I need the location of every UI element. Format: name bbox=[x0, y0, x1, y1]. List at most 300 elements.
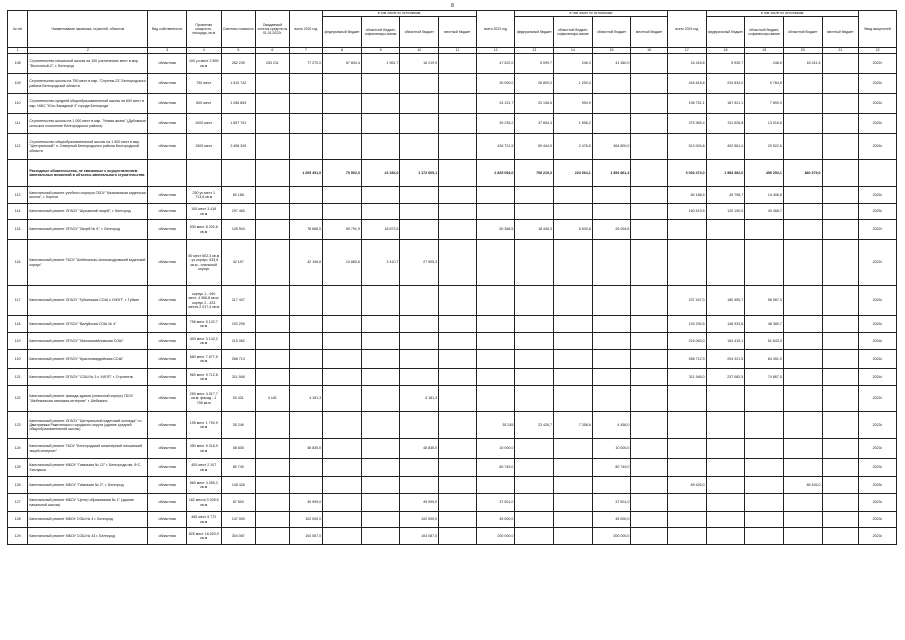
estimated-cost: 53 431 bbox=[221, 386, 256, 412]
regional-2022 bbox=[400, 114, 439, 134]
header-cost: Сметная стоимость bbox=[221, 11, 256, 48]
column-number: 12 bbox=[476, 48, 515, 54]
total-2024 bbox=[668, 439, 707, 459]
row-number: 128 bbox=[8, 512, 28, 528]
federal-2023: 59 444,5 bbox=[515, 134, 554, 160]
federal-2022 bbox=[323, 114, 362, 134]
total-2024: 160 519,5 bbox=[668, 204, 707, 220]
commissioning-year: 2024г. bbox=[859, 350, 897, 369]
object-name: Капитальный ремонт ГБОУ "Белгородский инженерный юношеский лицей-интернат" bbox=[28, 439, 148, 459]
remaining-balance bbox=[256, 114, 290, 134]
commissioning-year: 2024г. bbox=[859, 187, 897, 204]
cofinancing-2024: 51 643,9 bbox=[745, 333, 784, 350]
commissioning-year: 2023г. bbox=[859, 459, 897, 477]
local-2023 bbox=[631, 220, 668, 240]
local-2022 bbox=[439, 512, 477, 528]
local-2023 bbox=[631, 439, 668, 459]
estimated-cost: 304 087 bbox=[221, 528, 256, 545]
total-2023: 50 368,5 bbox=[476, 220, 515, 240]
section-total-2024: 3 033 473,0 bbox=[668, 160, 707, 187]
cofinancing-2024: 56 987,3 bbox=[745, 286, 784, 316]
federal-2024: 180 459,7 bbox=[706, 286, 745, 316]
federal-2024: 492 561,4 bbox=[706, 134, 745, 160]
total-2023 bbox=[476, 204, 515, 220]
row-number: 123 bbox=[8, 412, 28, 439]
commissioning-year: 2022г. bbox=[859, 386, 897, 412]
cofinancing-2023 bbox=[554, 494, 593, 512]
capacity: 50 мест 802,3 кв.м - уч.корпус; 633,8 кв.м - спальный корпус bbox=[186, 240, 221, 286]
federal-2024 bbox=[706, 386, 745, 412]
regional-2023: 37 501,0 bbox=[592, 494, 631, 512]
table-row bbox=[8, 316, 897, 333]
column-number: 20 bbox=[783, 48, 822, 54]
commissioning-year: 2024г. bbox=[859, 286, 897, 316]
commissioning-year: 2025г. bbox=[859, 204, 897, 220]
cofinancing-2024: 40 468,7 bbox=[745, 204, 784, 220]
estimated-cost: 1 657 791 bbox=[221, 114, 256, 134]
total-2024 bbox=[668, 512, 707, 528]
local-2022 bbox=[439, 240, 477, 286]
regional-2024 bbox=[783, 220, 822, 240]
cofinancing-2024: 46 380,7 bbox=[745, 316, 784, 333]
federal-2023 bbox=[515, 528, 554, 545]
cofinancing-2023 bbox=[554, 240, 593, 286]
federal-2023 bbox=[515, 439, 554, 459]
section-cofin-2022: 22 284,0 bbox=[361, 160, 400, 187]
local-2022 bbox=[439, 134, 477, 160]
total-2024: 268 712,9 bbox=[668, 350, 707, 369]
total-2022: 4 181,3 bbox=[289, 386, 323, 412]
cofinancing-2024 bbox=[745, 477, 784, 494]
header-obl-2022: областной бюджет bbox=[400, 17, 439, 48]
table-row bbox=[8, 512, 897, 528]
cofinancing-2023: 7 358,6 bbox=[554, 412, 593, 439]
regional-2023: 200 000,0 bbox=[592, 528, 631, 545]
estimated-cost: 60 188 bbox=[221, 187, 256, 204]
regional-2022 bbox=[400, 316, 439, 333]
total-2023 bbox=[476, 386, 515, 412]
regional-2023: 41 360,0 bbox=[592, 54, 631, 74]
local-2024 bbox=[822, 477, 859, 494]
local-2023 bbox=[631, 512, 668, 528]
total-2023: 37 501,0 bbox=[476, 494, 515, 512]
regional-2023 bbox=[592, 240, 631, 286]
federal-2024: 5 930,7 bbox=[706, 54, 745, 74]
local-2023 bbox=[631, 333, 668, 350]
total-2022 bbox=[289, 316, 323, 333]
header-fed-2022: федеральный бюджет bbox=[323, 17, 362, 48]
total-2022 bbox=[289, 187, 323, 204]
total-2024: 198 751,1 bbox=[668, 94, 707, 114]
total-2022: 78 666,0 bbox=[289, 220, 323, 240]
federal-2022 bbox=[323, 74, 362, 94]
table-row bbox=[8, 439, 897, 459]
row-number: 116 bbox=[8, 240, 28, 286]
remaining-balance bbox=[256, 240, 290, 286]
regional-2023: 10 000,0 bbox=[592, 439, 631, 459]
regional-2023 bbox=[592, 369, 631, 386]
remaining-balance bbox=[256, 94, 290, 114]
table-row bbox=[8, 286, 897, 316]
regional-2024: 18 241,5 bbox=[783, 54, 822, 74]
federal-2023 bbox=[515, 477, 554, 494]
estimated-cost: 215 062 bbox=[221, 333, 256, 350]
row-number: 119 bbox=[8, 333, 28, 350]
total-2022: 77 270,0 bbox=[289, 54, 323, 74]
total-2022 bbox=[289, 369, 323, 386]
header-cofin-2024: областной бюджет, софинансиро-вание bbox=[745, 17, 784, 48]
federal-2022 bbox=[323, 316, 362, 333]
commissioning-year: 2022г. bbox=[859, 240, 897, 286]
local-2024 bbox=[822, 386, 859, 412]
header-power: Ввод мощностей bbox=[859, 11, 897, 48]
total-2023 bbox=[476, 350, 515, 369]
local-2023 bbox=[631, 94, 668, 114]
ownership-type: областная bbox=[148, 220, 187, 240]
cofinancing-2024: 20 522,6 bbox=[745, 134, 784, 160]
total-2022 bbox=[289, 286, 323, 316]
total-2024 bbox=[668, 528, 707, 545]
local-2024 bbox=[822, 187, 859, 204]
rows-group-b bbox=[8, 187, 897, 545]
capacity: 100 мест 3 416 кв.м bbox=[186, 204, 221, 220]
local-2022 bbox=[439, 114, 477, 134]
cofinancing-2023 bbox=[554, 512, 593, 528]
federal-2024: 163 419,1 bbox=[706, 333, 745, 350]
column-number: 22 bbox=[859, 48, 897, 54]
regional-2022 bbox=[400, 286, 439, 316]
cofinancing-2023 bbox=[554, 333, 593, 350]
table-row bbox=[8, 412, 897, 439]
capacity: 1000 мест bbox=[186, 114, 221, 134]
section-total-2022: 1 265 451,0 bbox=[289, 160, 323, 187]
regional-2022: 102 000,0 bbox=[400, 512, 439, 528]
table-row bbox=[8, 74, 897, 94]
regional-2022 bbox=[400, 134, 439, 160]
row-number: 109 bbox=[8, 74, 28, 94]
cofinancing-2022 bbox=[361, 459, 400, 477]
remaining-balance bbox=[256, 439, 290, 459]
object-name: Капитальный ремонт ОГБОУ "СОШ № 3 с УИОП" г. Строитель bbox=[28, 369, 148, 386]
header-local-2022: местный бюджет bbox=[439, 17, 477, 48]
local-2023 bbox=[631, 369, 668, 386]
total-2023 bbox=[476, 369, 515, 386]
total-2024: 215 063,0 bbox=[668, 333, 707, 350]
cofinancing-2023 bbox=[554, 316, 593, 333]
row-number: 126 bbox=[8, 477, 28, 494]
ownership-type: областная bbox=[148, 134, 187, 160]
federal-2022: 57 804,4 bbox=[323, 54, 362, 74]
column-number: 4 bbox=[186, 48, 221, 54]
row-number: 125 bbox=[8, 459, 28, 477]
section-local-2024 bbox=[822, 160, 859, 187]
capacity: 756 мест 5 102,7 кв.м bbox=[186, 316, 221, 333]
local-2023 bbox=[631, 316, 668, 333]
federal-2023: 28 800,0 bbox=[515, 74, 554, 94]
cofinancing-2023: 246,3 bbox=[554, 54, 593, 74]
column-number: 5 bbox=[221, 48, 256, 54]
federal-2024 bbox=[706, 220, 745, 240]
section-obl-2023: 1 892 861,4 bbox=[592, 160, 631, 187]
object-name: Капитальный ремонт ОГБОУ "Лицей № 9", г. Белгород bbox=[28, 220, 148, 240]
commissioning-year: 2024г. bbox=[859, 369, 897, 386]
federal-2024 bbox=[706, 512, 745, 528]
column-number: 14 bbox=[554, 48, 593, 54]
federal-2023: 5 099,7 bbox=[515, 54, 554, 74]
federal-2023 bbox=[515, 187, 554, 204]
remaining-balance: 253 211 bbox=[256, 54, 290, 74]
regional-2022 bbox=[400, 74, 439, 94]
commissioning-year: 2023г. bbox=[859, 512, 897, 528]
object-name: Строительство школы на 1 000 мест в мкр. "Новая жизнь" (Дубовское сельское поселение Белгородского района) bbox=[28, 114, 148, 134]
header-fed-2024: федеральный бюджет bbox=[706, 17, 745, 48]
federal-2023: 23 136,8 bbox=[515, 94, 554, 114]
remaining-balance bbox=[256, 477, 290, 494]
row-number: 115 bbox=[8, 220, 28, 240]
column-number: 21 bbox=[822, 48, 859, 54]
header-local-2023: местный бюджет bbox=[631, 17, 668, 48]
cofinancing-2022 bbox=[361, 386, 400, 412]
section-fed-2024: 1 583 382,0 bbox=[706, 160, 745, 187]
local-2023 bbox=[631, 494, 668, 512]
cofinancing-2023 bbox=[554, 286, 593, 316]
federal-2022 bbox=[323, 439, 362, 459]
estimated-cost: 193 295 bbox=[221, 316, 256, 333]
federal-2022 bbox=[323, 528, 362, 545]
cofinancing-2022 bbox=[361, 512, 400, 528]
regional-2024 bbox=[783, 94, 822, 114]
cofinancing-2022: 1 561,7 bbox=[361, 54, 400, 74]
local-2023 bbox=[631, 286, 668, 316]
row-number: 118 bbox=[8, 316, 28, 333]
total-2023: 35 245 bbox=[476, 412, 515, 439]
federal-2022 bbox=[323, 286, 362, 316]
ownership-type: областная bbox=[148, 187, 187, 204]
section-cofin-2024: 496 253,1 bbox=[745, 160, 784, 187]
capacity: 250 уч.мест 1 713,5 кв.м bbox=[186, 187, 221, 204]
local-2022 bbox=[439, 94, 477, 114]
total-2022 bbox=[289, 350, 323, 369]
regional-2024 bbox=[783, 240, 822, 286]
column-number: 15 bbox=[592, 48, 631, 54]
cofinancing-2024 bbox=[745, 494, 784, 512]
local-2022 bbox=[439, 187, 477, 204]
total-2024 bbox=[668, 240, 707, 286]
federal-2023 bbox=[515, 316, 554, 333]
federal-2022 bbox=[323, 369, 362, 386]
federal-2023: 37 654,3 bbox=[515, 114, 554, 134]
federal-2024 bbox=[706, 439, 745, 459]
cofinancing-2024: 74 867,5 bbox=[745, 369, 784, 386]
estimated-cost: 217 447 bbox=[221, 286, 256, 316]
regional-2023 bbox=[592, 350, 631, 369]
capacity: 400 мест 2 107 кв.м bbox=[186, 459, 221, 477]
federal-2022: 59 791,9 bbox=[323, 220, 362, 240]
ownership-type: областная bbox=[148, 114, 187, 134]
section-fed-2022: 70 502,3 bbox=[323, 160, 362, 187]
cofinancing-2022 bbox=[361, 286, 400, 316]
remaining-balance bbox=[256, 528, 290, 545]
object-name: Капитальный ремонт учебного корпуса ГБОУ "Казачанская кадетская школа", г. Корочa bbox=[28, 187, 148, 204]
header-total-2022: всего 2022 год bbox=[289, 11, 323, 48]
federal-2024 bbox=[706, 494, 745, 512]
cofinancing-2022: 3 410,7 bbox=[361, 240, 400, 286]
federal-2024 bbox=[706, 528, 745, 545]
column-number: 17 bbox=[668, 48, 707, 54]
regional-2023: 80 749,0 bbox=[592, 459, 631, 477]
regional-2023 bbox=[592, 94, 631, 114]
federal-2022 bbox=[323, 134, 362, 160]
local-2022 bbox=[439, 528, 477, 545]
total-2023: 10 000,0 bbox=[476, 439, 515, 459]
remaining-balance bbox=[256, 220, 290, 240]
local-2023 bbox=[631, 204, 668, 220]
local-2024 bbox=[822, 240, 859, 286]
table-row bbox=[8, 350, 897, 369]
regional-2024: 89 426,0 bbox=[783, 477, 822, 494]
regional-2022: 48 835,0 bbox=[400, 439, 439, 459]
ownership-type: областная bbox=[148, 94, 187, 114]
header-remaining: Ожидаемый остаток средств на 01.01.2022г. bbox=[256, 11, 290, 48]
capacity: 250 мест 4 317,7 кв.м; фасад - 1 706 кв.м bbox=[186, 386, 221, 412]
column-number: 9 bbox=[361, 48, 400, 54]
header-group-2023: в том числе по источникам: bbox=[515, 11, 668, 17]
remaining-balance bbox=[256, 74, 290, 94]
regional-2024 bbox=[783, 528, 822, 545]
local-2022 bbox=[439, 286, 477, 316]
capacity: 195 мест 1 792,9 кв.м bbox=[186, 412, 221, 439]
total-2022 bbox=[289, 459, 323, 477]
local-2022 bbox=[439, 333, 477, 350]
local-2024 bbox=[822, 439, 859, 459]
remaining-balance bbox=[256, 333, 290, 350]
local-2022 bbox=[439, 204, 477, 220]
cofinancing-2022 bbox=[361, 528, 400, 545]
federal-2023 bbox=[515, 286, 554, 316]
federal-2024: 146 933,8 bbox=[706, 316, 745, 333]
cofinancing-2023 bbox=[554, 204, 593, 220]
federal-2024: 311 526,8 bbox=[706, 114, 745, 134]
ownership-type: областная bbox=[148, 528, 187, 545]
regional-2022 bbox=[400, 350, 439, 369]
total-2023: 80 749,0 bbox=[476, 459, 515, 477]
federal-2023 bbox=[515, 459, 554, 477]
total-2022: 102 000,0 bbox=[289, 512, 323, 528]
row-number: 112 bbox=[8, 134, 28, 160]
remaining-balance bbox=[256, 369, 290, 386]
cofinancing-2023 bbox=[554, 369, 593, 386]
table-row bbox=[8, 333, 897, 350]
local-2024 bbox=[822, 369, 859, 386]
local-2022 bbox=[439, 74, 477, 94]
commissioning-year: 2025г. bbox=[859, 477, 897, 494]
row-number: 121 bbox=[8, 369, 28, 386]
estimated-cost: 42 197 bbox=[221, 240, 256, 286]
cofinancing-2024 bbox=[745, 240, 784, 286]
ownership-type: областная bbox=[148, 333, 187, 350]
total-2023: 200 000,0 bbox=[476, 528, 515, 545]
local-2022 bbox=[439, 439, 477, 459]
total-2023: 24 131,7 bbox=[476, 94, 515, 114]
regional-2024 bbox=[783, 134, 822, 160]
ownership-type: областная bbox=[148, 74, 187, 94]
local-2024 bbox=[822, 333, 859, 350]
local-2024 bbox=[822, 114, 859, 134]
cofinancing-2023: 5 830,6 bbox=[554, 220, 593, 240]
cofinancing-2022 bbox=[361, 74, 400, 94]
section-local-2023 bbox=[631, 160, 668, 187]
federal-2023 bbox=[515, 512, 554, 528]
capacity: 750 мест bbox=[186, 74, 221, 94]
table-row bbox=[8, 240, 897, 286]
total-2022 bbox=[289, 477, 323, 494]
total-2024 bbox=[668, 459, 707, 477]
cofinancing-2023 bbox=[554, 459, 593, 477]
capacity: 530 мест 8 202,6 кв.м bbox=[186, 220, 221, 240]
row-number: 113 bbox=[8, 187, 28, 204]
cofinancing-2022 bbox=[361, 134, 400, 160]
regional-2023: 45 000,0 bbox=[592, 512, 631, 528]
ownership-type: областная bbox=[148, 54, 187, 74]
cofinancing-2024 bbox=[745, 412, 784, 439]
commissioning-year: 2023г. bbox=[859, 494, 897, 512]
total-2024: 193 294,5 bbox=[668, 316, 707, 333]
regional-2023: 26 094,6 bbox=[592, 220, 631, 240]
row-number: 111 bbox=[8, 114, 28, 134]
ownership-type: областная bbox=[148, 386, 187, 412]
federal-2024: 234 834,0 bbox=[706, 74, 745, 94]
header-total-2023: всего 2023 год bbox=[476, 11, 515, 48]
remaining-balance bbox=[256, 204, 290, 220]
section-cofin-2023: 224 064,1 bbox=[554, 160, 593, 187]
local-2023 bbox=[631, 54, 668, 74]
regional-2024 bbox=[783, 459, 822, 477]
regional-2022 bbox=[400, 220, 439, 240]
row-number: 127 bbox=[8, 494, 28, 512]
table-row bbox=[8, 220, 897, 240]
regional-2023 bbox=[592, 333, 631, 350]
total-2022 bbox=[289, 74, 323, 94]
header-num: № п/п bbox=[8, 11, 28, 48]
local-2024 bbox=[822, 134, 859, 160]
local-2022 bbox=[439, 412, 477, 439]
local-2023 bbox=[631, 114, 668, 134]
cofinancing-2023 bbox=[554, 187, 593, 204]
total-2023: 30 000,0 bbox=[476, 74, 515, 94]
local-2024 bbox=[822, 528, 859, 545]
object-name: Капитальный ремонт ГБОУ "Шебекинско-Александровский кадетский корпус" bbox=[28, 240, 148, 286]
total-2024: 513 004,8 bbox=[668, 134, 707, 160]
object-name: Капитальный ремонт ОГАОУ "Губкинская СОШ с УИОП", г. Губкин bbox=[28, 286, 148, 316]
regional-2022: 104 087,0 bbox=[400, 528, 439, 545]
federal-2023 bbox=[515, 204, 554, 220]
federal-2022: 10 880,6 bbox=[323, 240, 362, 286]
object-name: Капитальный ремонт МБОУ СОШ № 4 г. Белгород bbox=[28, 512, 148, 528]
row-number: 110 bbox=[8, 94, 28, 114]
local-2023 bbox=[631, 74, 668, 94]
cofinancing-2022 bbox=[361, 114, 400, 134]
estimated-cost: 268 713 bbox=[221, 350, 256, 369]
federal-2022 bbox=[323, 412, 362, 439]
estimated-cost: 80 749 bbox=[221, 459, 256, 477]
regional-2023 bbox=[592, 74, 631, 94]
cofinancing-2024: 64 491,0 bbox=[745, 350, 784, 369]
cofinancing-2024: 13 018,6 bbox=[745, 114, 784, 134]
federal-2023 bbox=[515, 369, 554, 386]
cofinancing-2023: 994,9 bbox=[554, 94, 593, 114]
total-2024 bbox=[668, 220, 707, 240]
object-name: Капитальный ремонт МБОУ "Гимназия № 2", г. Белгород bbox=[28, 477, 148, 494]
